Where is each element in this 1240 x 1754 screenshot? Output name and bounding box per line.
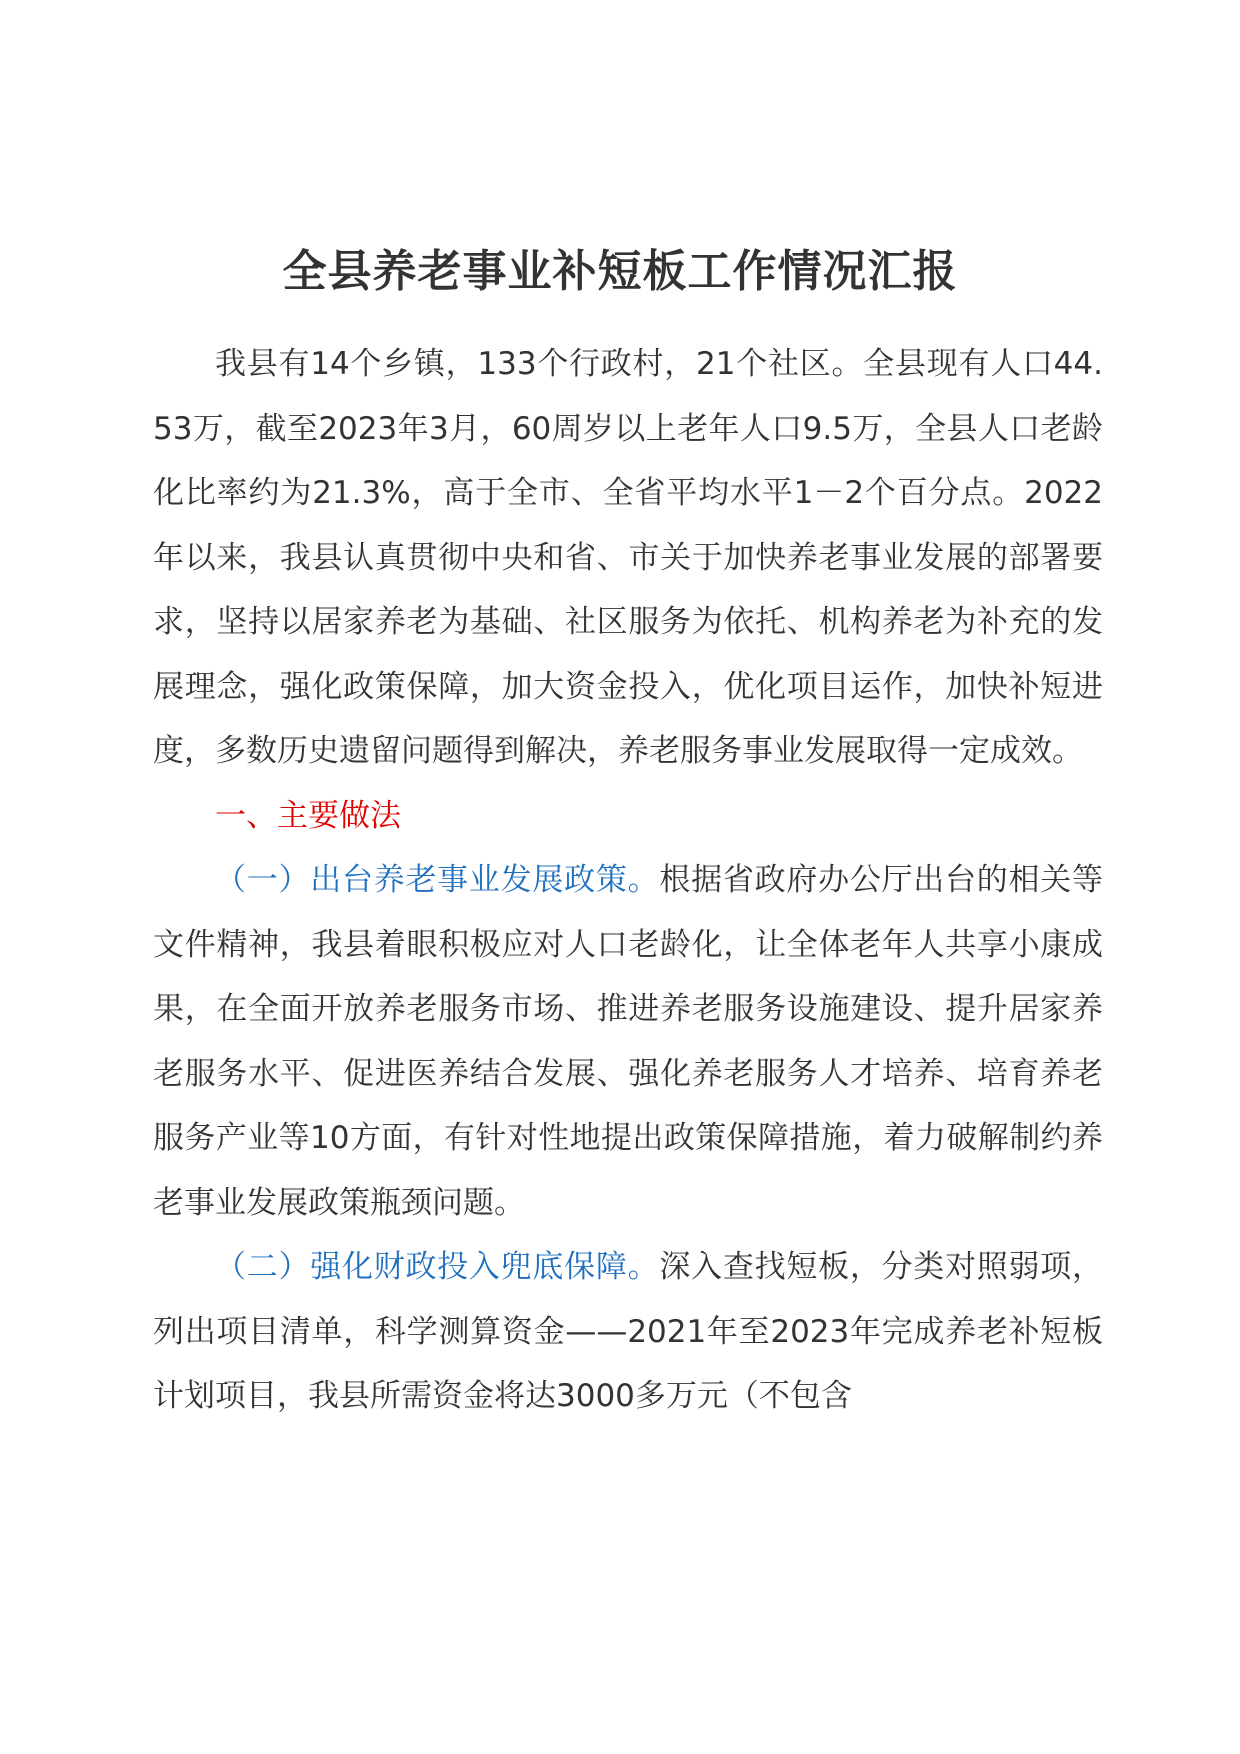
section-heading [153, 784, 1103, 849]
section-1-heading: 一、主要做法 [215, 797, 401, 834]
subsection-2-paragraph [153, 1235, 1103, 1429]
document-body [153, 332, 1103, 1429]
document-title: 全县养老事业补短板工作情况汇报 [282, 246, 958, 297]
subsection-2-text: 深入查找短板，分类对照弱项，列出项目清单，科学测算资金——2021年至2023年完成养老补短板计划项目，我县所需资金将达3000多万元（不包含 [153, 1249, 1104, 1414]
subsection-1-heading: （一）出台养老事业发展政策。 [215, 862, 660, 898]
intro-paragraph: 我县有14个乡镇，133个行政村，21个社区。全县现有人口44.53万，截至2023年3月，60周岁以上老年人口9.5万，全县人口老龄化比率约为21.3%，高于全市、全省平均水平1－2个百分点。2022年以来，我县认真贯彻中央和省、市关于加快养老事业发展的部署要求，坚持以居家养老为基础、社区服务为依托、机构养老为补充的发展理念，强化政策保障，加大资金投入，优化项目运作，加快补短进度，多数历史遗留问题得到解决，养老服务事业发展取得一定成效。 [153, 346, 1103, 769]
subsection-2-heading: （二）强化财政投入兜底保障。 [215, 1249, 660, 1285]
subsection-1-paragraph [153, 848, 1103, 1235]
subsection-1-text: 根据省政府办公厅出台的相关等文件精神，我县着眼积极应对人口老龄化，让全体老年人共享小康成果，在全面开放养老服务市场、推进养老服务设施建设、提升居家养老服务水平、促进医养结合发展、强化养老服务人才培养、培育养老服务产业等10方面，有针对性地提出政策保障措施，着力破解制约养老事业发展政策瓶颈问题。 [153, 862, 1104, 1221]
